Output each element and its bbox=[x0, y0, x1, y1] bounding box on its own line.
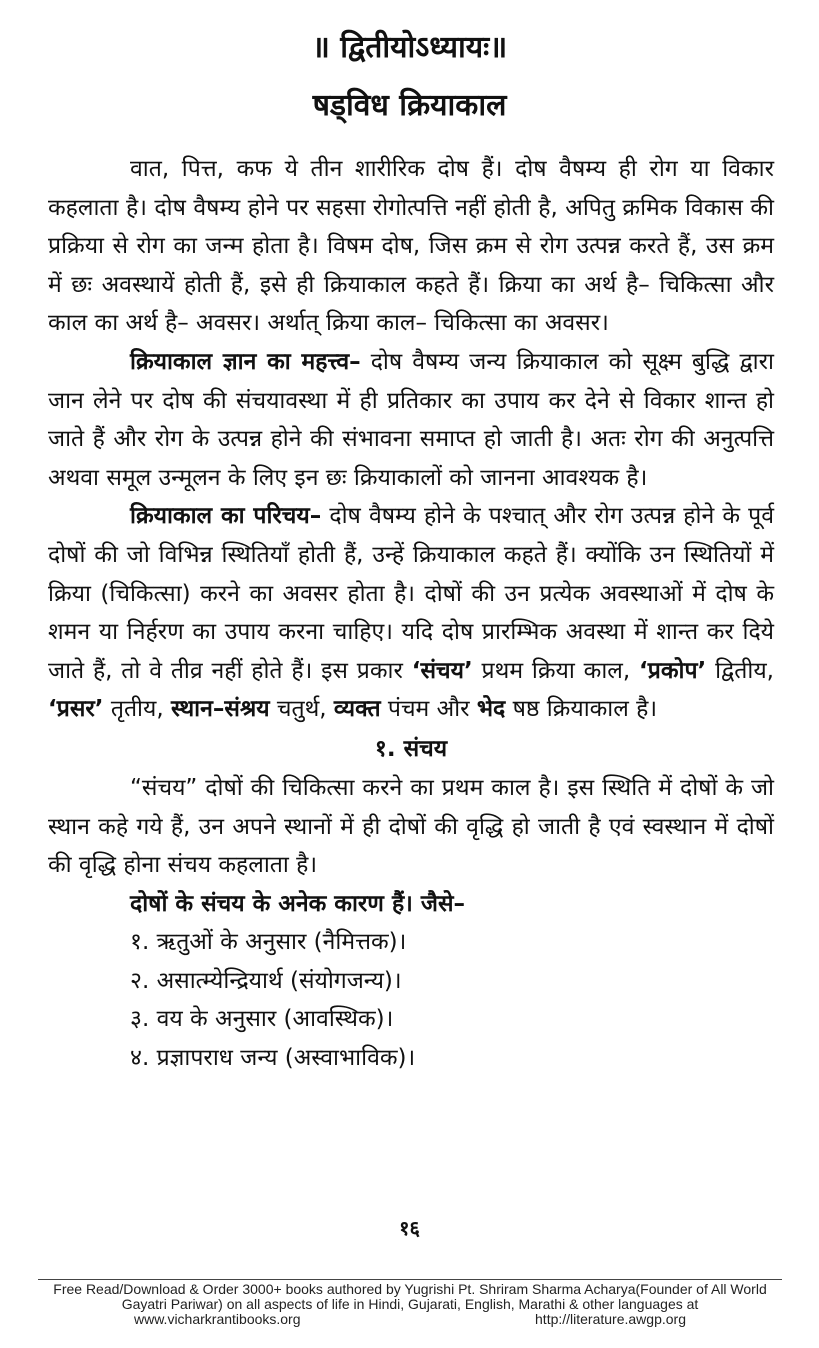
causes-list-lead: दोषों के संचय के अनेक कारण हैं। जैसे– bbox=[130, 890, 465, 917]
list-item: ३. वय के अनुसार (आवस्थिक)। bbox=[130, 1006, 394, 1033]
paragraph-intro: वात, पित्त, कफ ये तीन शारीरिक दोष हैं। दोष वैषम्य ही रोग या विकार कहलाता है। दोष वैषम्य होने पर सहसा रोगोत्पत्ति नहीं होती है, अपितु क्रमिक विकास की प्रक्रिया से रोग का जन्म होता है। विषम दोष, जिस क्रम से रोग उत्पन्न करते हैं, उस क्रम में छः अवस्थायें होती हैं, इसे ही क्रियाकाल कहते हैं। क्रिया का अर्थ है– चिकित्सा और काल का अर्थ है– अवसर। अर्थात् क्रिया काल– चिकित्सा का अवसर। bbox=[48, 156, 774, 337]
list-item: १. ऋतुओं के अनुसार (नैमित्तक)। bbox=[130, 929, 407, 956]
introduction-text: पंचम और bbox=[380, 696, 477, 723]
term-sthan-sanshray: स्थान–संश्रय bbox=[170, 696, 270, 723]
introduction-text: षष्ठ क्रियाकाल है। bbox=[505, 696, 658, 723]
footer-links bbox=[38, 1312, 782, 1327]
page-title: षड्विध क्रियाकाल bbox=[312, 88, 507, 123]
term-prakop: ‘प्रकोप’ bbox=[639, 657, 707, 684]
introduction-text: द्वितीय, bbox=[706, 657, 774, 684]
introduction-text: चतुर्थ, bbox=[269, 696, 334, 723]
list-item: २. असात्म्येन्द्रियार्थ (संयोगजन्य)। bbox=[130, 967, 402, 994]
list-item: ४. प्रज्ञापराध जन्य (अस्वाभाविक)। bbox=[130, 1045, 416, 1072]
section-heading-sanchay: १. संचय bbox=[374, 735, 448, 762]
introduction-text: दोष वैषम्य होने के पश्चात् और रोग उत्पन्न होने के पूर्व दोषों की जो विभिन्न स्थितियाँ होती हैं, उन्हें क्रियाकाल कहते हैं। क्योंकि उन स्थितियों में क्रिया (चिकित्सा) करने का अवसर होता है। दोषों की उन प्रत्येक अवस्थाओं में दोष के शमन या निर्हरण का उपाय करना चाहिए। यदि दोष प्रारम्भिक अवस्था में शान्त कर दिये जाते हैं, तो वे तीव्र नहीं होते हैं। इस प्रकार bbox=[48, 503, 774, 684]
footer bbox=[38, 1282, 782, 1327]
introduction-text: तृतीय, bbox=[103, 696, 171, 723]
page-number: १६ bbox=[399, 1216, 420, 1240]
paragraph-introduction bbox=[48, 497, 774, 729]
body-text bbox=[48, 150, 774, 1078]
term-sanchay: ‘संचय’ bbox=[411, 657, 473, 684]
importance-heading: क्रियाकाल ज्ञान का महत्त्व– bbox=[130, 348, 361, 375]
footer-divider bbox=[38, 1279, 782, 1280]
causes-list bbox=[48, 885, 774, 1078]
paragraph-sanchay: “संचय” दोषों की चिकित्सा करने का प्रथम काल है। इस स्थिति में दोषों के जो स्थान कहे गये हैं, उन अपने स्थानों में ही दोषों की वृद्धि हो जाती है एवं स्वस्थान में दोषों की वृद्धि होना संचय कहलाता है। bbox=[48, 774, 774, 879]
term-vyakt: व्यक्त bbox=[333, 696, 381, 723]
introduction-text: प्रथम क्रिया काल, bbox=[472, 657, 640, 684]
chapter-heading: ॥ द्वितीयोऽध्यायः॥ bbox=[311, 30, 508, 65]
paragraph-importance bbox=[48, 343, 774, 497]
term-prasar: ‘प्रसर’ bbox=[48, 696, 104, 723]
footer-link-awgp[interactable]: http://literature.awgp.org bbox=[535, 1311, 686, 1327]
footer-link-vicharkranti[interactable]: www.vicharkrantibooks.org bbox=[134, 1311, 301, 1327]
term-bhed: भेद bbox=[476, 696, 506, 723]
footer-text: Free Read/Download & Order 3000+ books authored by Yugrishi Pt. Shriram Sharma Acharya(Founder of All World Gayatri Pariwar) on all aspects of life in Hindi, Gujarati, English, Marathi & other languages at bbox=[53, 1281, 767, 1312]
introduction-heading: क्रियाकाल का परिचय– bbox=[130, 503, 322, 530]
importance-text: दोष वैषम्य जन्य क्रियाकाल को सूक्ष्म बुद्धि द्वारा जान लेने पर दोष की संचयावस्था में ही प्रतिकार का उपाय कर देने से विकार शान्त हो जाते हैं और रोग के उत्पन्न होने की संभावना समाप्त हो जाती है। अतः रोग की अनुत्पत्ति अथवा समूल उन्मूलन के लिए इन छः क्रियाकालों को जानना आवश्यक है। bbox=[48, 348, 774, 491]
